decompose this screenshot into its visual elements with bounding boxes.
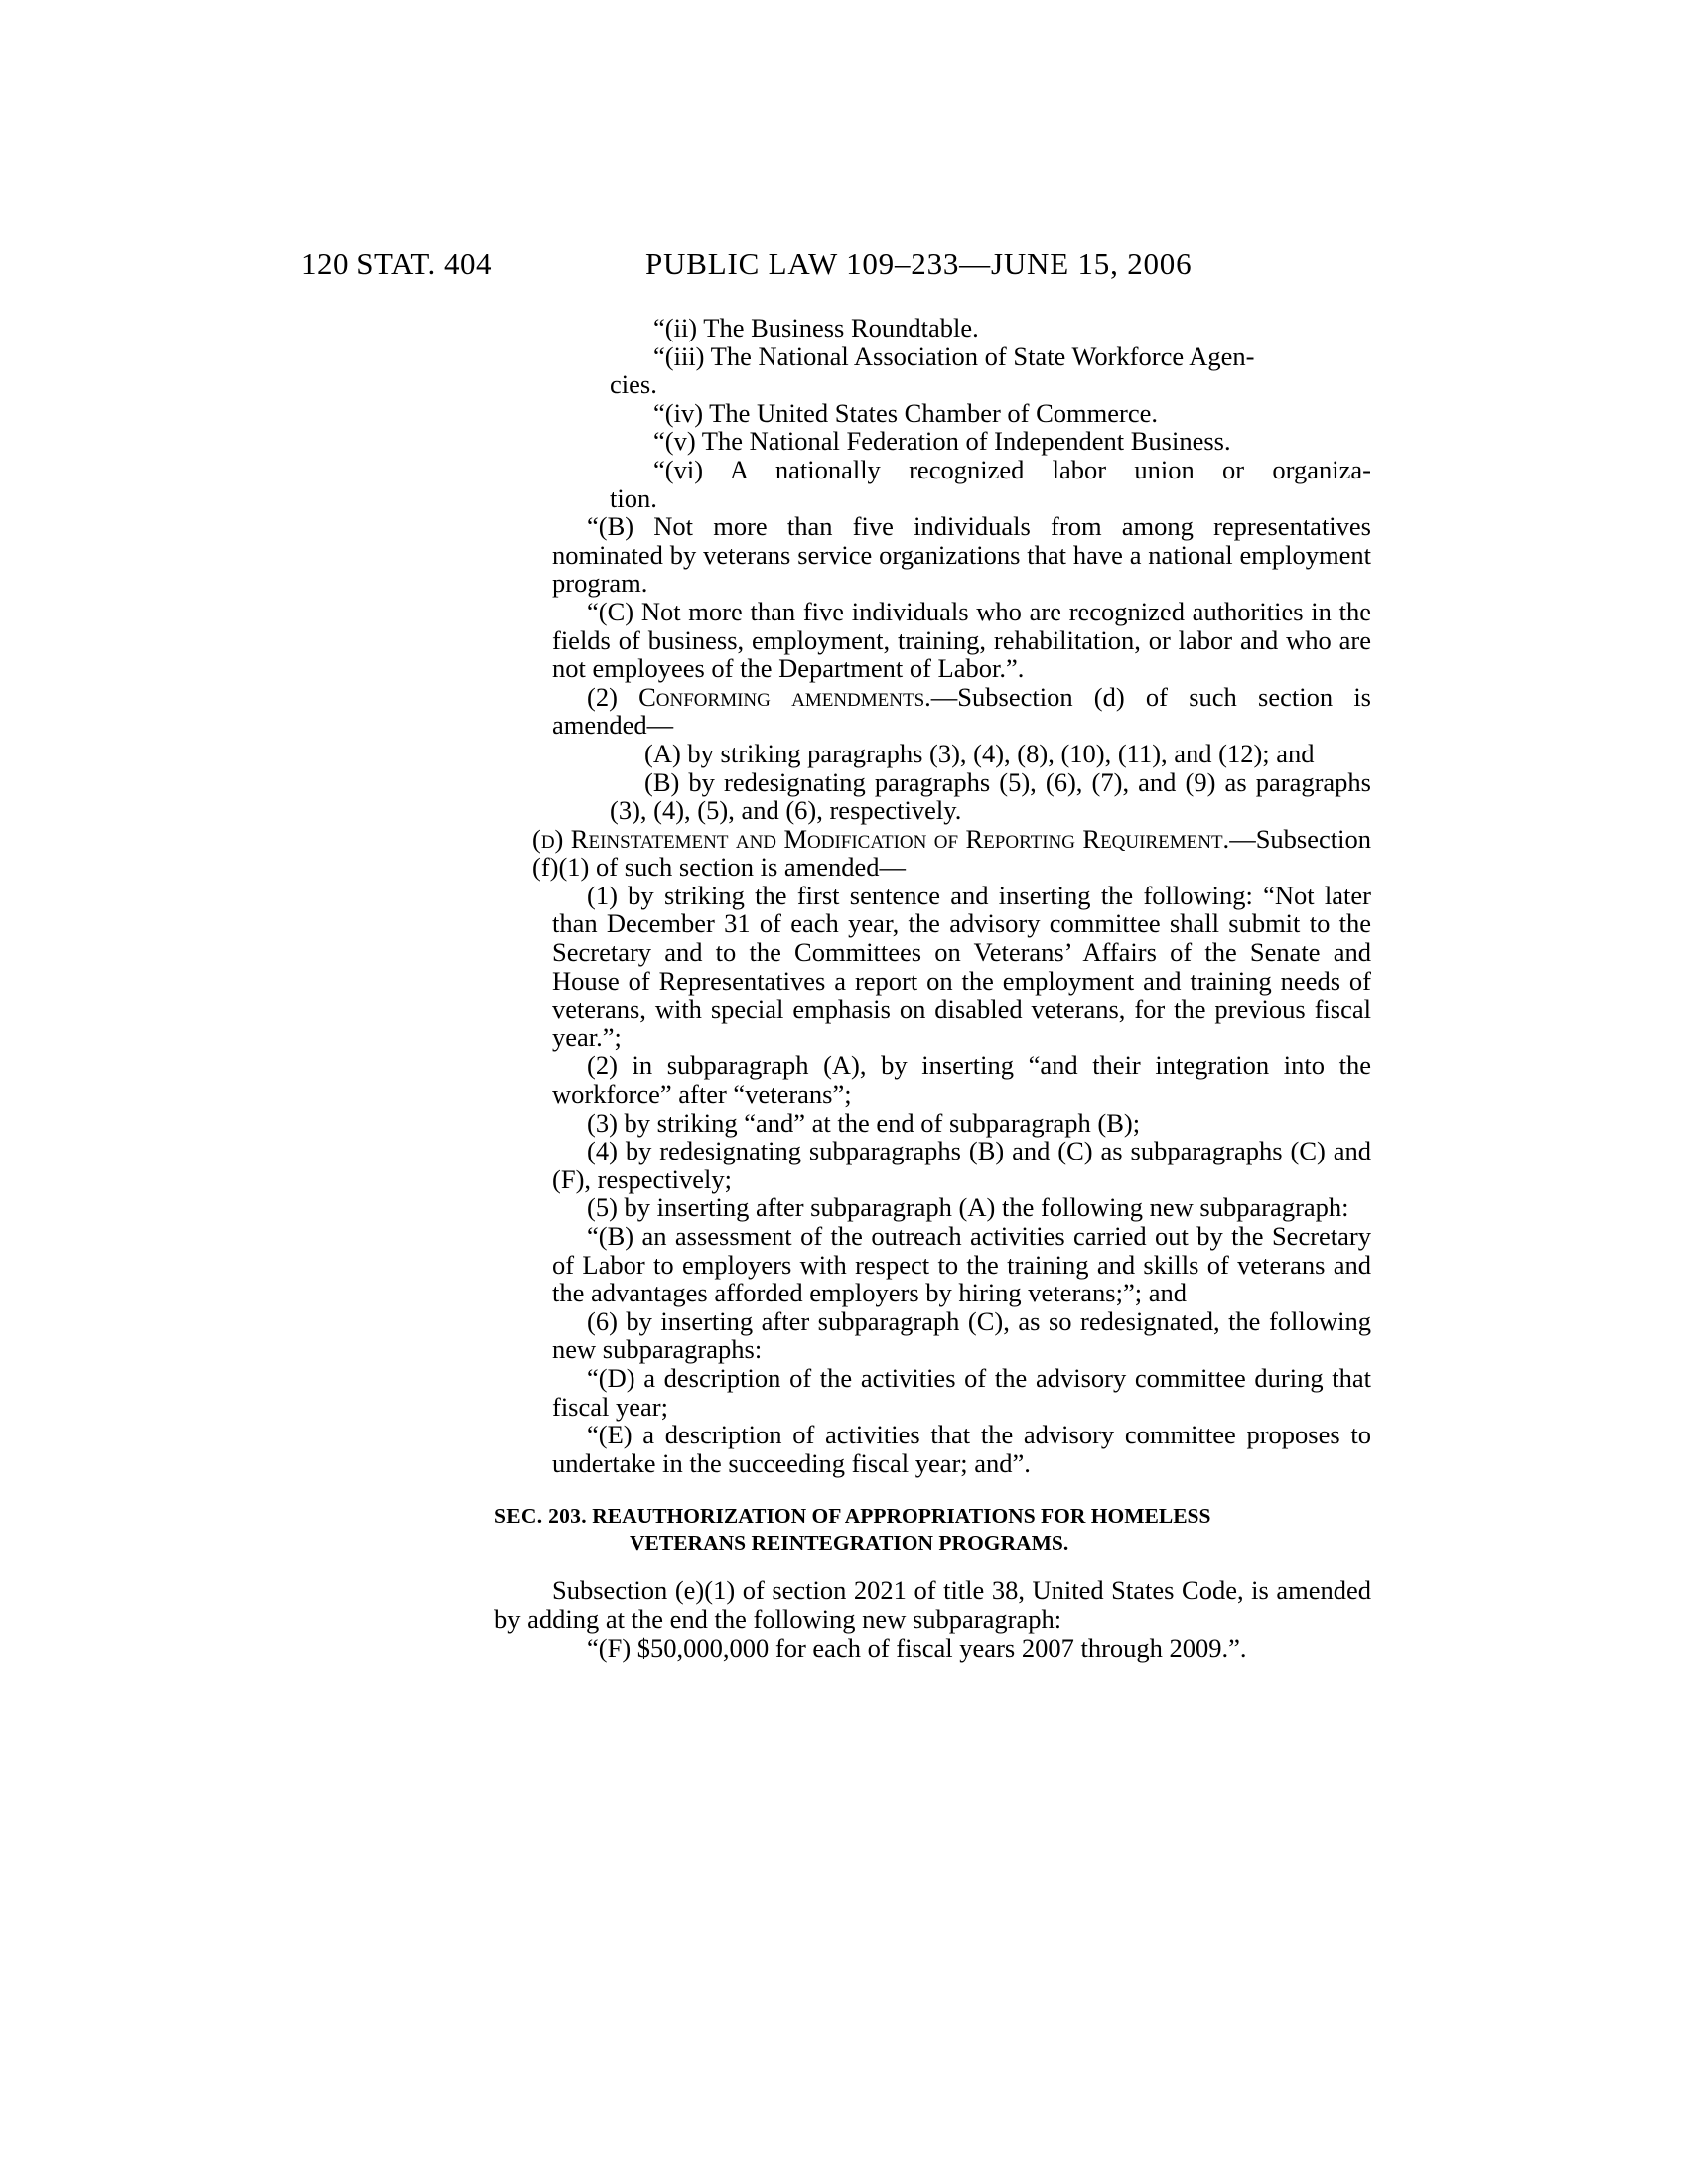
clause-vi: “(vi) A nationally recognized labor union or organiza- [653,454,1371,484]
clause-ii: “(ii) The Business Roundtable. [653,313,979,342]
conforming-amendments-text: —Subsection (d) of such section is amended— [552,681,1371,741]
conforming-B: (B) by redesignating paragraphs (5), (6), (7), and (9) as paragraphs (3), (4), (5), and (6), respectively. [610,766,1371,826]
amendment-2: (2) in subparagraph (A), by inserting “and their integration into the workforce” after “veterans”; [552,1050,1371,1110]
law-title: PUBLIC LAW 109–233—JUNE 15, 2006 [645,246,1193,281]
clause-iii-cont: cies. [610,369,657,400]
conforming-A: (A) by striking paragraphs (3), (4), (8), (10), (11), and (12); and [644,738,1315,768]
amendment-4: (4) by redesignating subparagraphs (B) and (C) as subparagraphs (C) and (F), respectively; [552,1136,1371,1194]
subparagraph-B: “(B) Not more than five individuals from among representatives nominated by veterans service organizations that have a national employment program. [552,511,1371,599]
page-header [0,246,1688,286]
clause-iii-line1: “(iii) The National Association of State Workforce Agen- [653,341,1255,371]
amendment-5-B: “(B) an assessment of the outreach activities carried out by the Secretary of Labor to employers with respect to the training and skills of veterans and the advantages afforded employers by hiring veterans;”; and [552,1221,1371,1308]
amendment-1: (1) by striking the first sentence and inserting the following: “Not later than December 31 of each year, the advisory committee shall submit to the Secretary and to the Committees on Veterans’ Affairs of the Senate and House of Representatives a report on the employment and training needs of veterans, with special emphasis on disabled veterans, for the previous fiscal year.”; [552,880,1371,1052]
clause-v: “(v) The National Federation of Independent Business. [653,426,1231,457]
section-203-title-line2: VETERANS REINTEGRATION PROGRAMS. [630,1531,1069,1556]
clause-iii [552,342,1371,371]
document-body [494,313,1371,1663]
section-203-title-line1: REAUTHORIZATION OF APPROPRIATIONS FOR HOMELESS [592,1504,1211,1529]
section-203-text: Subsection (e)(1) of section 2021 of title 38, United States Code, is amended by adding at the end the following new subparagraph: [494,1575,1371,1634]
section-203-subparagraph-F: “(F) $50,000,000 for each of fiscal years 2007 through 2009.”. [587,1632,1247,1663]
conforming-amendments [552,683,1371,740]
section-203-heading [494,1503,1371,1557]
subsection-d [532,825,1371,882]
amendment-3: (3) by striking “and” at the end of subparagraph (B); [587,1107,1141,1138]
clause-vi-cont: tion. [610,482,657,513]
subsection-d-text: —Subsection (f)(1) of such section is amended— [532,823,1371,883]
subparagraph-C: “(C) Not more than five individuals who are recognized authorities in the fields of business, employment, training, rehabilitation, or labor and who are not employees of the Department of Labor.”. [552,596,1371,684]
amendment-6-E: “(E) a description of activities that the advisory committee proposes to undertake in the succeeding fiscal year; and”. [552,1420,1371,1478]
clause-iv: “(iv) The United States Chamber of Commerce. [653,397,1159,428]
amendment-6-D: “(D) a description of the activities of the advisory committee during that fiscal year; [552,1362,1371,1422]
stat-page-number: 120 STAT. 404 [301,246,492,281]
amendment-5: (5) by inserting after subparagraph (A) the following new subparagraph: [587,1192,1349,1223]
section-203-label: SEC. 203. [494,1504,587,1529]
amendment-6: (6) by inserting after subparagraph (C), as so redesignated, the following new subparagraphs: [552,1305,1371,1365]
subsection-d-heading: (d) Reinstatement and Modification of Reporting Requirement. [532,823,1230,854]
conforming-amendments-heading: (2) Conforming amendments. [587,681,931,712]
